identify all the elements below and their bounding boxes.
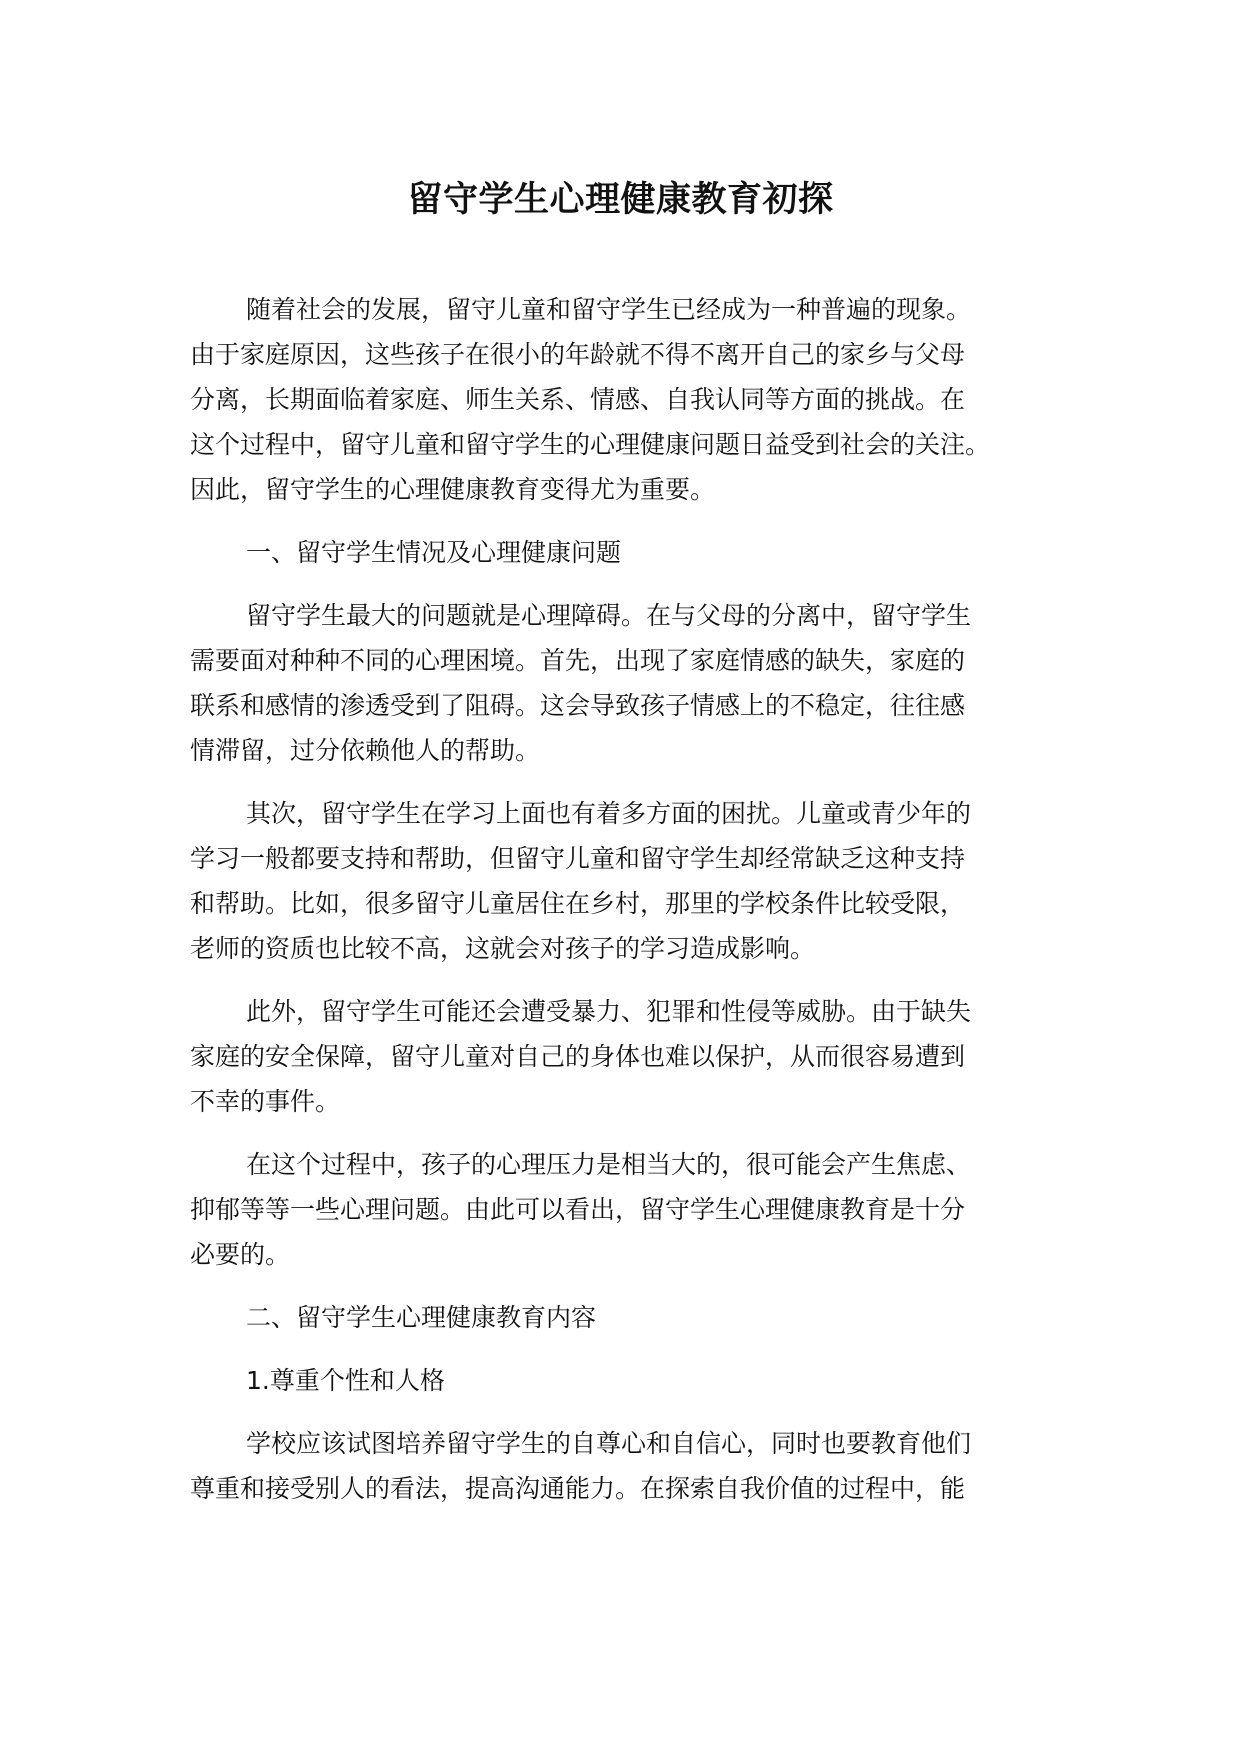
paragraph-line: 不幸的事件。 [190,1087,341,1116]
paragraph [190,791,1070,971]
paragraph [190,989,1070,1124]
paragraph-line: 留守学生最大的问题就是心理障碍。在与父母的分离中，留守学生 [246,601,972,630]
paragraph-line: 学校应该试图培养留守学生的自尊心和自信心，同时也要教育他们 [246,1429,972,1458]
paragraph-line: 由于家庭原因，这些孩子在很小的年龄就不得不离开自己的家乡与父母 [190,340,966,369]
paragraph-line: 必要的。 [190,1240,291,1269]
section-heading: 1.尊重个性和人格 [246,1366,445,1395]
paragraph-line: 其次，留守学生在学习上面也有着多方面的困扰。儿童或青少年的 [246,799,972,828]
paragraph-line: 因此，留守学生的心理健康教育变得尤为重要。 [190,475,716,504]
paragraph-line: 家庭的安全保障，留守儿童对自己的身体也难以保护，从而很容易遭到 [190,1042,966,1071]
paragraph [190,1421,1070,1511]
section-heading: 二、留守学生心理健康教育内容 [246,1303,597,1332]
paragraph-line: 随着社会的发展，留守儿童和留守学生已经成为一种普遍的现象。 [246,295,972,324]
paragraph [190,287,1070,512]
paragraph [190,593,1070,773]
paragraph [190,1142,1070,1277]
paragraph-line: 老师的资质也比较不高，这就会对孩子的学习造成影响。 [190,934,816,963]
paragraph-line: 分离，长期面临着家庭、师生关系、情感、自我认同等方面的挑战。在 [190,385,966,414]
paragraph-line: 此外，留守学生可能还会遭受暴力、犯罪和性侵等威胁。由于缺失 [246,997,972,1026]
paragraph-line: 联系和感情的渗透受到了阻碍。这会导致孩子情感上的不稳定，往往感 [190,691,966,720]
document-body [190,287,1070,1529]
paragraph-line: 尊重和接受别人的看法，提高沟通能力。在探索自我价值的过程中，能 [190,1474,966,1503]
paragraph-line: 在这个过程中，孩子的心理压力是相当大的，很可能会产生焦虑、 [246,1150,972,1179]
paragraph-line: 抑郁等等一些心理问题。由此可以看出，留守学生心理健康教育是十分 [190,1195,966,1224]
paragraph-line: 学习一般都要支持和帮助，但留守儿童和留守学生却经常缺乏这种支持 [190,844,966,873]
paragraph-line: 这个过程中，留守儿童和留守学生的心理健康问题日益受到社会的关注。 [190,430,991,459]
paragraph-line: 情滞留，过分依赖他人的帮助。 [190,736,541,765]
document-title: 留守学生心理健康教育初探 [407,180,834,220]
paragraph-line: 和帮助。比如，很多留守儿童居住在乡村，那里的学校条件比较受限， [190,889,966,918]
section-heading: 一、留守学生情况及心理健康问题 [246,538,622,567]
paragraph-line: 需要面对种种不同的心理困境。首先，出现了家庭情感的缺失，家庭的 [190,646,966,675]
